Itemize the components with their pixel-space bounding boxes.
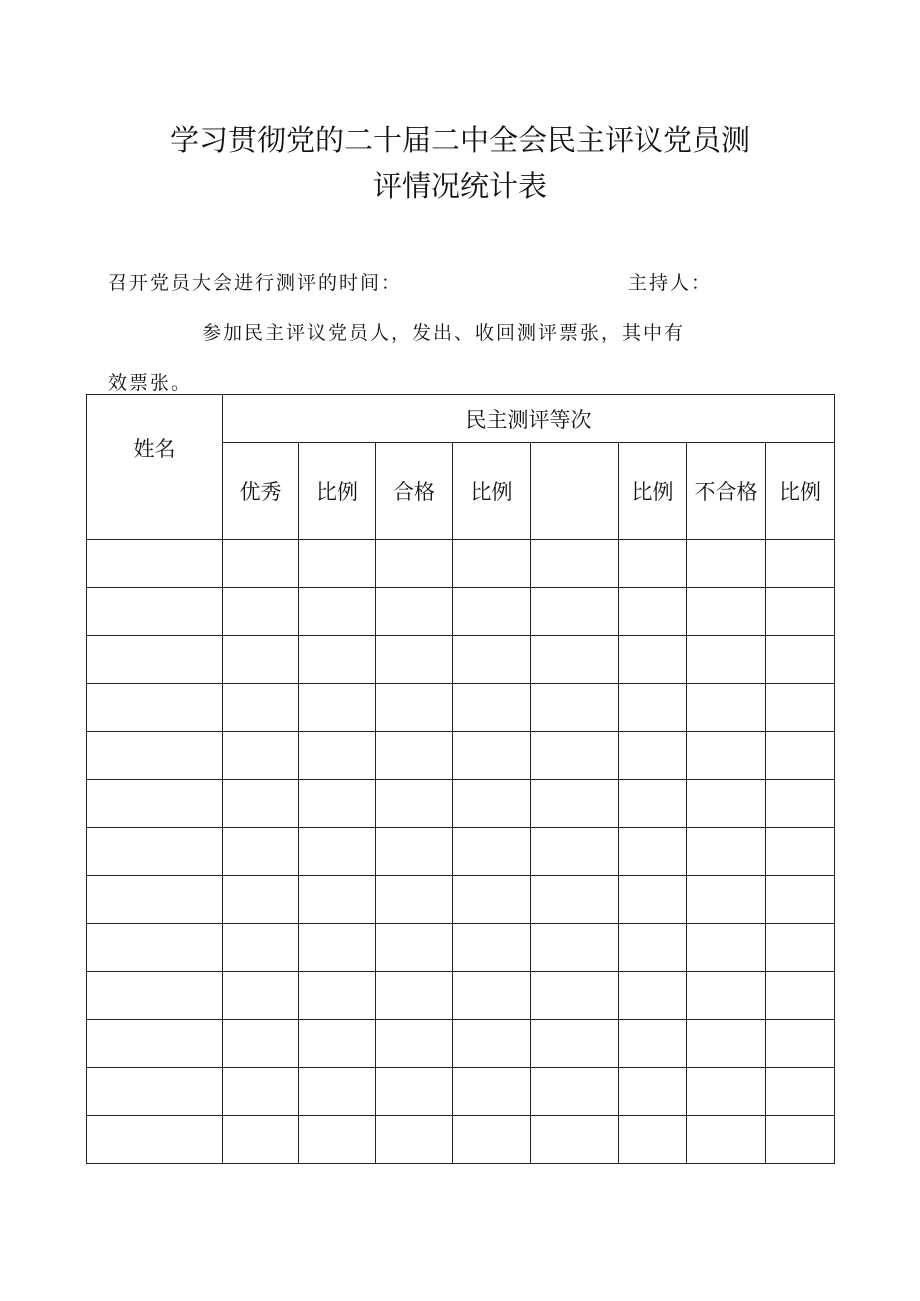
value-cell[interactable]: [376, 1020, 453, 1068]
table-row: [87, 972, 835, 1020]
value-cell[interactable]: [453, 924, 531, 972]
value-cell[interactable]: [299, 732, 376, 780]
value-cell[interactable]: [531, 780, 619, 828]
value-cell[interactable]: [531, 732, 619, 780]
value-cell[interactable]: [223, 828, 299, 876]
value-cell[interactable]: [531, 1116, 619, 1164]
value-cell[interactable]: [299, 588, 376, 636]
value-cell[interactable]: [223, 1020, 299, 1068]
value-cell[interactable]: [619, 540, 687, 588]
value-cell[interactable]: [766, 1116, 835, 1164]
table-row: [87, 732, 835, 780]
value-cell[interactable]: [687, 1116, 766, 1164]
value-cell[interactable]: [223, 732, 299, 780]
value-cell[interactable]: [619, 924, 687, 972]
table-row: [87, 876, 835, 924]
evaluation-table: [86, 394, 835, 1164]
value-cell[interactable]: [299, 780, 376, 828]
value-cell[interactable]: [687, 876, 766, 924]
value-cell[interactable]: [766, 828, 835, 876]
col-header-ratio-3: 比例: [619, 443, 687, 540]
value-cell[interactable]: [299, 684, 376, 732]
value-cell[interactable]: [376, 972, 453, 1020]
value-cell[interactable]: [223, 780, 299, 828]
value-cell[interactable]: [766, 972, 835, 1020]
value-cell[interactable]: [619, 780, 687, 828]
header-row-top: [87, 395, 835, 443]
value-cell[interactable]: [223, 636, 299, 684]
name-cell[interactable]: [87, 1068, 223, 1116]
value-cell[interactable]: [376, 1068, 453, 1116]
value-cell[interactable]: [376, 780, 453, 828]
col-header-ratio-4: 比例: [766, 443, 835, 540]
value-cell[interactable]: [619, 1116, 687, 1164]
evaluation-grade-header: 民主测评等次: [223, 395, 835, 443]
value-cell[interactable]: [223, 1068, 299, 1116]
value-cell[interactable]: [223, 924, 299, 972]
value-cell[interactable]: [531, 636, 619, 684]
value-cell[interactable]: [766, 540, 835, 588]
value-cell[interactable]: [223, 876, 299, 924]
value-cell[interactable]: [299, 972, 376, 1020]
table-row: [87, 540, 835, 588]
value-cell[interactable]: [453, 732, 531, 780]
table-row: [87, 636, 835, 684]
table-row: [87, 780, 835, 828]
value-cell[interactable]: [619, 972, 687, 1020]
value-cell[interactable]: [531, 1068, 619, 1116]
name-cell[interactable]: [87, 588, 223, 636]
value-cell[interactable]: [453, 828, 531, 876]
value-cell[interactable]: [376, 684, 453, 732]
value-cell[interactable]: [376, 924, 453, 972]
value-cell[interactable]: [687, 828, 766, 876]
host-label: 主持人：: [628, 272, 713, 294]
name-cell[interactable]: [87, 924, 223, 972]
value-cell[interactable]: [531, 684, 619, 732]
value-cell[interactable]: [531, 876, 619, 924]
value-cell[interactable]: [687, 684, 766, 732]
value-cell[interactable]: [376, 876, 453, 924]
name-cell[interactable]: [87, 828, 223, 876]
value-cell[interactable]: [619, 636, 687, 684]
value-cell[interactable]: [299, 1068, 376, 1116]
value-cell[interactable]: [531, 828, 619, 876]
valid-votes-line: 效票张。: [108, 372, 193, 394]
name-cell[interactable]: [87, 972, 223, 1020]
value-cell[interactable]: [766, 1020, 835, 1068]
name-cell[interactable]: [87, 540, 223, 588]
value-cell[interactable]: [766, 924, 835, 972]
table-row: [87, 1020, 835, 1068]
value-cell[interactable]: [453, 1068, 531, 1116]
value-cell[interactable]: [453, 1020, 531, 1068]
document-title-line-2: 评情况统计表: [372, 169, 547, 203]
value-cell[interactable]: [299, 876, 376, 924]
value-cell[interactable]: [687, 540, 766, 588]
value-cell[interactable]: [453, 876, 531, 924]
value-cell[interactable]: [223, 588, 299, 636]
name-cell[interactable]: [87, 876, 223, 924]
value-cell[interactable]: [453, 972, 531, 1020]
document-title-line-1: 学习贯彻党的二十届二中全会民主评议党员测: [169, 123, 750, 157]
value-cell[interactable]: [299, 540, 376, 588]
table-row: [87, 1068, 835, 1116]
meeting-time-label: 召开党员大会进行测评的时间：: [108, 272, 403, 294]
value-cell[interactable]: [531, 588, 619, 636]
table-row: [87, 1116, 835, 1164]
value-cell[interactable]: [299, 828, 376, 876]
value-cell[interactable]: [531, 972, 619, 1020]
value-cell[interactable]: [619, 876, 687, 924]
col-header-unqualified: 不合格: [687, 443, 766, 540]
name-cell[interactable]: [87, 684, 223, 732]
table-row: [87, 684, 835, 732]
value-cell[interactable]: [687, 1068, 766, 1116]
col-header-qualified: 合格: [376, 443, 453, 540]
table-row: [87, 588, 835, 636]
value-cell[interactable]: [766, 732, 835, 780]
value-cell[interactable]: [687, 636, 766, 684]
name-cell[interactable]: [87, 1116, 223, 1164]
value-cell[interactable]: [453, 588, 531, 636]
col-header-excellent: 优秀: [223, 443, 299, 540]
value-cell[interactable]: [687, 1020, 766, 1068]
value-cell[interactable]: [299, 1020, 376, 1068]
value-cell[interactable]: [376, 540, 453, 588]
value-cell[interactable]: [376, 1116, 453, 1164]
value-cell[interactable]: [376, 636, 453, 684]
value-cell[interactable]: [619, 1020, 687, 1068]
value-cell[interactable]: [223, 540, 299, 588]
value-cell[interactable]: [299, 924, 376, 972]
value-cell[interactable]: [376, 588, 453, 636]
value-cell[interactable]: [453, 1116, 531, 1164]
value-cell[interactable]: [766, 876, 835, 924]
value-cell[interactable]: [766, 684, 835, 732]
value-cell[interactable]: [531, 540, 619, 588]
value-cell[interactable]: [299, 1116, 376, 1164]
value-cell[interactable]: [619, 1068, 687, 1116]
col-header-blank: [531, 443, 619, 540]
value-cell[interactable]: [531, 924, 619, 972]
value-cell[interactable]: [223, 972, 299, 1020]
value-cell[interactable]: [223, 1116, 299, 1164]
value-cell[interactable]: [453, 684, 531, 732]
table-row: [87, 828, 835, 876]
participants-line: 参加民主评议党员人，发出、收回测评票张，其中有: [202, 322, 686, 344]
value-cell[interactable]: [376, 828, 453, 876]
value-cell[interactable]: [766, 780, 835, 828]
value-cell[interactable]: [619, 828, 687, 876]
value-cell[interactable]: [766, 636, 835, 684]
name-cell[interactable]: [87, 1020, 223, 1068]
value-cell[interactable]: [687, 732, 766, 780]
value-cell[interactable]: [223, 684, 299, 732]
col-header-ratio-2: 比例: [453, 443, 531, 540]
col-header-ratio-1: 比例: [299, 443, 376, 540]
name-cell[interactable]: [87, 732, 223, 780]
value-cell[interactable]: [453, 636, 531, 684]
name-column-header: 姓名: [87, 395, 223, 540]
value-cell[interactable]: [453, 540, 531, 588]
table-row: [87, 924, 835, 972]
value-cell[interactable]: [531, 1020, 619, 1068]
value-cell[interactable]: [687, 972, 766, 1020]
value-cell[interactable]: [376, 732, 453, 780]
value-cell[interactable]: [619, 684, 687, 732]
name-cell[interactable]: [87, 780, 223, 828]
value-cell[interactable]: [687, 588, 766, 636]
value-cell[interactable]: [766, 588, 835, 636]
value-cell[interactable]: [619, 732, 687, 780]
value-cell[interactable]: [619, 588, 687, 636]
value-cell[interactable]: [687, 780, 766, 828]
value-cell[interactable]: [766, 1068, 835, 1116]
name-cell[interactable]: [87, 636, 223, 684]
value-cell[interactable]: [687, 924, 766, 972]
value-cell[interactable]: [453, 780, 531, 828]
value-cell[interactable]: [299, 636, 376, 684]
